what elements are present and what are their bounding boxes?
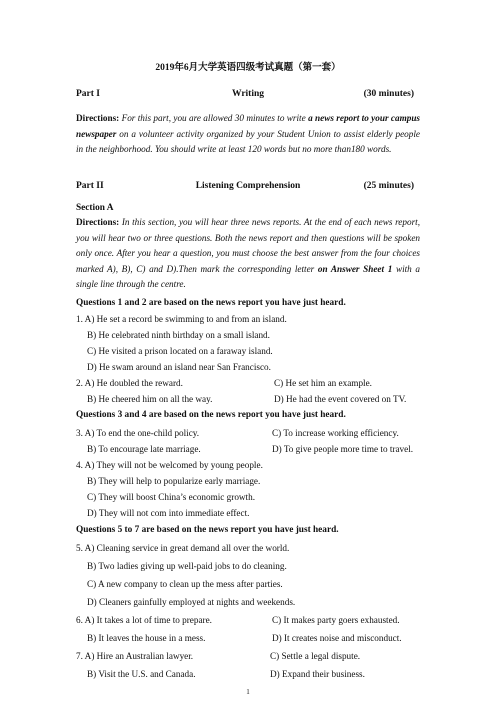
directions-label: Directions: bbox=[76, 113, 120, 123]
question-line: 4. A) They will not be welcomed by young people. bbox=[76, 460, 263, 470]
directions-text: For this part, you are allowed 30 minutes to write bbox=[119, 113, 309, 123]
question-line: 7. A) Hire an Australian lawyer. bbox=[76, 651, 194, 661]
question-group-heading: Questions 5 to 7 are based on the news report you have just heard. bbox=[76, 525, 339, 535]
option-line: C) To increase working efficiency. bbox=[272, 428, 399, 438]
option-line: D) He had the event covered on TV. bbox=[274, 394, 407, 404]
part1-directions bbox=[76, 111, 420, 158]
part1-time: (30 minutes) bbox=[363, 89, 414, 99]
part2-header bbox=[76, 181, 420, 191]
option-line: B) Visit the U.S. and Canada. bbox=[87, 669, 196, 679]
part1-header bbox=[76, 89, 420, 99]
section-a-heading: Section A bbox=[76, 203, 114, 213]
directions-text: In this section, you will hear three news reports. At the end of each news report, you will hear two or three questions. Both the news report and then questions will be spoken only once. After you hear a question, you must choose the best answer from the four choices marked A), B), C) and D).Then mark the corresponding letter bbox=[76, 217, 420, 274]
page-title: 2019年6月大学英语四级考试真题（第一套） bbox=[155, 63, 341, 73]
option-line: C) A new company to clean up the mess after parties. bbox=[87, 579, 283, 589]
part2-label: Part II bbox=[76, 181, 104, 191]
directions-emphasis: a news report to your campus newspaper bbox=[76, 113, 421, 139]
question-group-heading: Questions 1 and 2 are based on the news report you have just heard. bbox=[76, 298, 346, 308]
option-line: B) To encourage late marriage. bbox=[87, 444, 201, 454]
option-line: C) Settle a legal dispute. bbox=[270, 651, 361, 661]
option-line: C) It makes party goers exhausted. bbox=[272, 615, 400, 625]
option-line: B) He celebrated ninth birthday on a small island. bbox=[87, 330, 270, 340]
option-line: B) It leaves the house in a mess. bbox=[87, 633, 206, 643]
question-line: 6. A) It takes a lot of time to prepare. bbox=[76, 615, 212, 625]
option-line: C) He set him an example. bbox=[274, 378, 372, 388]
directions-text: with a single line through the centre. bbox=[76, 263, 421, 290]
question-line: 5. A) Cleaning service in great demand all over the world. bbox=[76, 543, 290, 553]
option-line: B) Two ladies giving up well-paid jobs to do cleaning. bbox=[87, 561, 287, 571]
option-line: D) They will not com into immediate effect. bbox=[87, 508, 250, 518]
page-number: 1 bbox=[246, 688, 250, 696]
directions-emphasis: on Answer Sheet 1 bbox=[317, 263, 393, 274]
directions-text: on a volunteer activity organized by your Student Union to assist elderly people in the neighborhood. You should write at least 120 words but no more than180 words. bbox=[76, 128, 420, 155]
question-line: 1. A) He set a record be swimming to and from an island. bbox=[76, 314, 287, 324]
part2-directions bbox=[76, 215, 420, 293]
option-line: B) He cheered him on all the way. bbox=[87, 394, 213, 404]
option-line: D) Expand their business. bbox=[270, 669, 365, 679]
option-line: B) They will help to popularize early marriage. bbox=[87, 476, 261, 486]
option-line: D) Cleaners gainfully employed at nights and weekends. bbox=[87, 597, 296, 607]
part1-name: Writing bbox=[231, 89, 265, 99]
option-line: C) They will boost China’s economic growth. bbox=[87, 492, 255, 502]
option-line: D) He swam around an island near San Francisco. bbox=[87, 362, 271, 372]
question-line: 3. A) To end the one-child policy. bbox=[76, 428, 200, 438]
option-line: C) He visited a prison located on a faraway island. bbox=[87, 346, 273, 356]
option-line: D) It creates noise and misconduct. bbox=[272, 633, 402, 643]
question-line: 2. A) He doubled the reward. bbox=[76, 378, 183, 388]
question-group-heading: Questions 3 and 4 are based on the news report you have just heard. bbox=[76, 410, 346, 420]
option-line: D) To give people more time to travel. bbox=[272, 444, 414, 454]
part1-label: Part I bbox=[76, 89, 101, 99]
part2-time: (25 minutes) bbox=[363, 181, 414, 191]
directions-label: Directions: bbox=[76, 217, 120, 227]
part2-name: Listening Comprehension bbox=[195, 181, 301, 191]
